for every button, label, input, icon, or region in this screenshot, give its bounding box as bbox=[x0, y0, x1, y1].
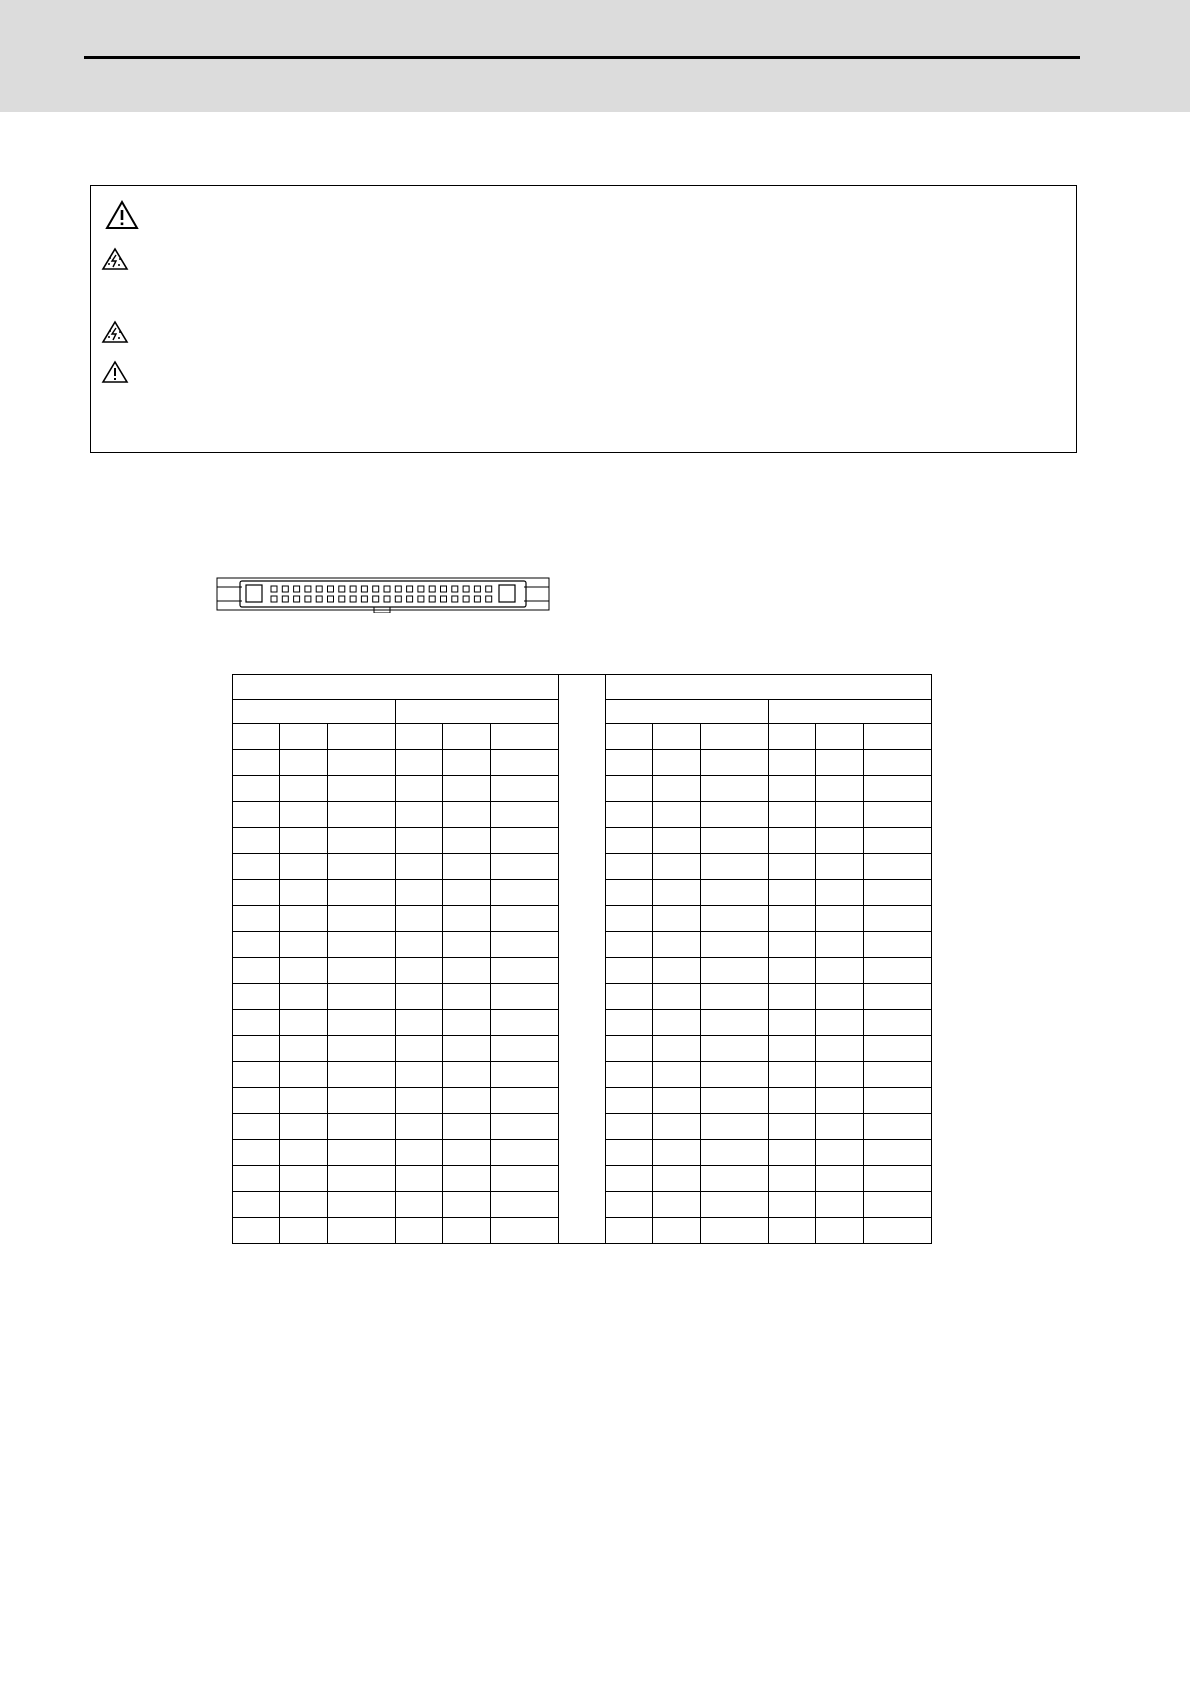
connector-pin bbox=[441, 596, 447, 602]
table-cell bbox=[443, 984, 491, 1010]
table-cell bbox=[864, 802, 932, 828]
table-cell bbox=[653, 1192, 701, 1218]
table-cell bbox=[396, 1062, 443, 1088]
table-cell bbox=[864, 1088, 932, 1114]
table-cell bbox=[653, 984, 701, 1010]
table-cell bbox=[816, 1062, 864, 1088]
table-cell bbox=[328, 1140, 396, 1166]
table-cell bbox=[443, 958, 491, 984]
table-cell bbox=[701, 932, 769, 958]
table-cell bbox=[328, 828, 396, 854]
table-cell bbox=[443, 1088, 491, 1114]
column-header bbox=[396, 724, 443, 750]
table-cell bbox=[653, 1140, 701, 1166]
table-cell bbox=[396, 984, 443, 1010]
column-header bbox=[701, 724, 769, 750]
left-group-b bbox=[396, 700, 559, 724]
table-cell bbox=[233, 932, 280, 958]
table-cell bbox=[396, 776, 443, 802]
table-cell bbox=[769, 854, 816, 880]
table-cell bbox=[701, 1114, 769, 1140]
table-cell bbox=[653, 906, 701, 932]
table-cell bbox=[491, 828, 559, 854]
table-cell bbox=[443, 932, 491, 958]
connector-pin bbox=[463, 586, 469, 592]
table-cell bbox=[769, 776, 816, 802]
table-cell bbox=[491, 802, 559, 828]
connector-pin bbox=[486, 586, 492, 592]
table-cell bbox=[653, 1114, 701, 1140]
table-cell bbox=[396, 1192, 443, 1218]
table-cell bbox=[233, 776, 280, 802]
connector-pin bbox=[271, 596, 277, 602]
table-cell bbox=[328, 932, 396, 958]
table-cell bbox=[769, 828, 816, 854]
table-cell bbox=[280, 1088, 328, 1114]
table-cell bbox=[816, 1036, 864, 1062]
table-cell bbox=[491, 880, 559, 906]
table-cell bbox=[606, 1036, 653, 1062]
table-cell bbox=[816, 802, 864, 828]
connector-pin bbox=[384, 586, 390, 592]
right-table-title bbox=[606, 675, 932, 700]
table-cell bbox=[816, 1140, 864, 1166]
connector-pin bbox=[316, 586, 322, 592]
table-cell bbox=[816, 1218, 864, 1244]
table-cell bbox=[606, 854, 653, 880]
table-cell bbox=[864, 1010, 932, 1036]
table-cell bbox=[816, 984, 864, 1010]
table-cell bbox=[328, 802, 396, 828]
connector-pin bbox=[418, 586, 424, 592]
table-cell bbox=[864, 906, 932, 932]
table-cell bbox=[769, 1218, 816, 1244]
table-cell bbox=[769, 1166, 816, 1192]
table-cell bbox=[816, 750, 864, 776]
connector-pin bbox=[282, 596, 288, 602]
table-cell bbox=[769, 880, 816, 906]
table-cell bbox=[606, 984, 653, 1010]
table-cell bbox=[606, 1010, 653, 1036]
table-cell bbox=[653, 854, 701, 880]
table-cell bbox=[443, 750, 491, 776]
table-cell bbox=[491, 1218, 559, 1244]
table-cell bbox=[653, 776, 701, 802]
table-cell bbox=[443, 1140, 491, 1166]
connector-pin bbox=[282, 586, 288, 592]
table-cell bbox=[606, 802, 653, 828]
table-cell bbox=[653, 1088, 701, 1114]
table-cell bbox=[606, 828, 653, 854]
table-cell bbox=[769, 1192, 816, 1218]
caution-triangle-icon bbox=[105, 200, 139, 230]
table-cell bbox=[233, 906, 280, 932]
table-cell bbox=[280, 1218, 328, 1244]
table-cell bbox=[653, 880, 701, 906]
table-cell bbox=[701, 854, 769, 880]
table-cell bbox=[396, 1088, 443, 1114]
table-cell bbox=[396, 802, 443, 828]
table-cell bbox=[328, 1062, 396, 1088]
table-cell bbox=[701, 1010, 769, 1036]
table-cell bbox=[491, 1140, 559, 1166]
table-cell bbox=[233, 854, 280, 880]
table-cell bbox=[606, 1218, 653, 1244]
table-cell bbox=[396, 750, 443, 776]
connector-pin bbox=[361, 586, 367, 592]
table-cell bbox=[491, 1062, 559, 1088]
connector-pin bbox=[328, 596, 334, 602]
table-cell bbox=[816, 776, 864, 802]
table-cell bbox=[769, 906, 816, 932]
column-header bbox=[769, 724, 816, 750]
pin-assignment-table bbox=[232, 674, 932, 1244]
connector-pin bbox=[395, 586, 401, 592]
table-cell bbox=[233, 984, 280, 1010]
table-cell bbox=[816, 906, 864, 932]
table-cell bbox=[816, 932, 864, 958]
table-cell bbox=[443, 1218, 491, 1244]
table-cell bbox=[328, 1114, 396, 1140]
table-cell bbox=[491, 958, 559, 984]
table-cell bbox=[328, 854, 396, 880]
connector-pin bbox=[384, 596, 390, 602]
table-cell bbox=[280, 854, 328, 880]
table-cell bbox=[816, 1088, 864, 1114]
table-cell bbox=[653, 958, 701, 984]
column-header bbox=[280, 724, 328, 750]
table-cell bbox=[328, 958, 396, 984]
table-cell bbox=[328, 1010, 396, 1036]
table-cell bbox=[233, 1010, 280, 1036]
table-cell bbox=[280, 802, 328, 828]
table-cell bbox=[701, 1166, 769, 1192]
table-cell bbox=[280, 750, 328, 776]
table-cell bbox=[233, 1062, 280, 1088]
table-cell bbox=[606, 1140, 653, 1166]
connector-pin bbox=[418, 596, 424, 602]
table-cell bbox=[816, 1166, 864, 1192]
table-cell bbox=[491, 776, 559, 802]
table-cell bbox=[280, 1192, 328, 1218]
table-cell bbox=[769, 1088, 816, 1114]
table-cell bbox=[328, 1036, 396, 1062]
table-cell bbox=[396, 1114, 443, 1140]
table-cell bbox=[233, 802, 280, 828]
table-cell bbox=[328, 1088, 396, 1114]
column-header bbox=[328, 724, 396, 750]
table-cell bbox=[491, 1192, 559, 1218]
table-cell bbox=[816, 828, 864, 854]
table-cell bbox=[280, 828, 328, 854]
table-cell bbox=[606, 1166, 653, 1192]
connector-pin bbox=[294, 596, 300, 602]
column-header bbox=[233, 724, 280, 750]
table-cell bbox=[816, 854, 864, 880]
table-cell bbox=[653, 1062, 701, 1088]
table-cell bbox=[653, 1166, 701, 1192]
connector-pin bbox=[316, 596, 322, 602]
table-cell bbox=[864, 1114, 932, 1140]
table-cell bbox=[491, 984, 559, 1010]
table-cell bbox=[280, 1062, 328, 1088]
table-cell bbox=[864, 958, 932, 984]
connector-pin bbox=[305, 586, 311, 592]
column-header bbox=[491, 724, 559, 750]
table-cell bbox=[396, 1036, 443, 1062]
table-cell bbox=[280, 906, 328, 932]
table-cell bbox=[701, 1140, 769, 1166]
table-cell bbox=[280, 1166, 328, 1192]
table-cell bbox=[280, 880, 328, 906]
table-cell bbox=[769, 958, 816, 984]
table-cell bbox=[653, 1010, 701, 1036]
column-header bbox=[443, 724, 491, 750]
right-group-b bbox=[769, 700, 932, 724]
electric-shock-warning-icon bbox=[101, 320, 129, 344]
table-cell bbox=[491, 932, 559, 958]
table-cell bbox=[864, 854, 932, 880]
table-cell bbox=[443, 1062, 491, 1088]
table-cell bbox=[864, 1036, 932, 1062]
table-cell bbox=[769, 1062, 816, 1088]
table-cell bbox=[233, 1114, 280, 1140]
table-cell bbox=[443, 1166, 491, 1192]
table-cell bbox=[491, 750, 559, 776]
connector-pin bbox=[452, 586, 458, 592]
table-cell bbox=[864, 776, 932, 802]
table-cell bbox=[443, 880, 491, 906]
table-cell bbox=[280, 958, 328, 984]
table-cell bbox=[280, 932, 328, 958]
table-cell bbox=[491, 1114, 559, 1140]
connector-pin bbox=[474, 586, 480, 592]
table-cell bbox=[328, 1166, 396, 1192]
table-cell bbox=[701, 906, 769, 932]
table-cell bbox=[328, 1218, 396, 1244]
table-cell bbox=[491, 1010, 559, 1036]
table-cell bbox=[443, 854, 491, 880]
table-cell bbox=[701, 1036, 769, 1062]
table-cell bbox=[653, 802, 701, 828]
table-cell bbox=[769, 1114, 816, 1140]
table-cell bbox=[396, 1010, 443, 1036]
table-cell bbox=[864, 932, 932, 958]
left-group-a bbox=[233, 700, 396, 724]
table-cell bbox=[653, 828, 701, 854]
table-cell bbox=[233, 1166, 280, 1192]
table-cell bbox=[864, 1166, 932, 1192]
table-cell bbox=[396, 958, 443, 984]
table-cell bbox=[280, 776, 328, 802]
table-cell bbox=[396, 932, 443, 958]
table-cell bbox=[328, 1192, 396, 1218]
table-cell bbox=[233, 828, 280, 854]
table-cell bbox=[769, 1140, 816, 1166]
connector-pin bbox=[361, 596, 367, 602]
connector-pin bbox=[339, 586, 345, 592]
connector-pin bbox=[350, 596, 356, 602]
table-cell bbox=[233, 880, 280, 906]
table-cell bbox=[701, 1192, 769, 1218]
table-cell bbox=[653, 1036, 701, 1062]
table-cell bbox=[769, 750, 816, 776]
connector-pin bbox=[395, 596, 401, 602]
table-cell bbox=[701, 880, 769, 906]
table-cell bbox=[396, 1218, 443, 1244]
table-cell bbox=[233, 958, 280, 984]
table-cell bbox=[864, 1140, 932, 1166]
table-cell bbox=[233, 1192, 280, 1218]
left-table-title bbox=[233, 675, 559, 700]
connector-pin bbox=[441, 586, 447, 592]
table-cell bbox=[701, 958, 769, 984]
connector-pin bbox=[474, 596, 480, 602]
table-cell bbox=[701, 984, 769, 1010]
table-cell bbox=[769, 1036, 816, 1062]
table-cell bbox=[816, 1192, 864, 1218]
table-cell bbox=[653, 932, 701, 958]
connector-pin bbox=[407, 586, 413, 592]
table-cell bbox=[233, 1140, 280, 1166]
table-cell bbox=[443, 1192, 491, 1218]
table-cell bbox=[443, 1010, 491, 1036]
table-cell bbox=[396, 1166, 443, 1192]
table-cell bbox=[816, 1010, 864, 1036]
connector-pin bbox=[373, 586, 379, 592]
table-cell bbox=[864, 984, 932, 1010]
right-group-a bbox=[606, 700, 769, 724]
column-header bbox=[606, 724, 653, 750]
table-cell bbox=[864, 1218, 932, 1244]
caution-triangle-icon bbox=[101, 360, 129, 384]
table-cell bbox=[864, 750, 932, 776]
connector-pin bbox=[486, 596, 492, 602]
table-cell bbox=[701, 1062, 769, 1088]
table-cell bbox=[701, 750, 769, 776]
table-cell bbox=[443, 776, 491, 802]
table-cell bbox=[606, 880, 653, 906]
table-title-row bbox=[233, 675, 932, 700]
table-cell bbox=[606, 1062, 653, 1088]
table-cell bbox=[233, 1036, 280, 1062]
table-cell bbox=[443, 1036, 491, 1062]
table-cell bbox=[701, 828, 769, 854]
connector-pin bbox=[305, 596, 311, 602]
connector-pin bbox=[350, 586, 356, 592]
connector-pin bbox=[339, 596, 345, 602]
table-cell bbox=[769, 984, 816, 1010]
connector-pin bbox=[328, 586, 334, 592]
connector-pin bbox=[463, 596, 469, 602]
table-cell bbox=[701, 1088, 769, 1114]
table-cell bbox=[280, 1140, 328, 1166]
table-cell bbox=[328, 906, 396, 932]
table-cell bbox=[606, 1114, 653, 1140]
table-cell bbox=[816, 1114, 864, 1140]
table-cell bbox=[328, 880, 396, 906]
table-cell bbox=[606, 932, 653, 958]
table-cell bbox=[443, 802, 491, 828]
table-cell bbox=[280, 1114, 328, 1140]
table-cell bbox=[396, 906, 443, 932]
table-cell bbox=[491, 1166, 559, 1192]
table-cell bbox=[864, 828, 932, 854]
table-cell bbox=[328, 984, 396, 1010]
table-cell bbox=[769, 932, 816, 958]
table-cell bbox=[491, 1088, 559, 1114]
table-cell bbox=[491, 906, 559, 932]
table-cell bbox=[233, 1088, 280, 1114]
table-cell bbox=[769, 1010, 816, 1036]
table-cell bbox=[769, 802, 816, 828]
table-cell bbox=[606, 906, 653, 932]
table-cell bbox=[328, 776, 396, 802]
table-cell bbox=[280, 1036, 328, 1062]
table-cell bbox=[653, 750, 701, 776]
table-cell bbox=[443, 906, 491, 932]
caution-box bbox=[90, 185, 1077, 453]
column-header bbox=[864, 724, 932, 750]
table-cell bbox=[701, 1218, 769, 1244]
table-cell bbox=[864, 1192, 932, 1218]
column-header bbox=[816, 724, 864, 750]
table-cell bbox=[816, 958, 864, 984]
table-cell bbox=[328, 750, 396, 776]
table-cell bbox=[653, 1218, 701, 1244]
table-cell bbox=[816, 880, 864, 906]
table-cell bbox=[701, 776, 769, 802]
table-cell bbox=[491, 1036, 559, 1062]
table-cell bbox=[443, 1114, 491, 1140]
electric-shock-warning-icon bbox=[101, 247, 129, 271]
header-rule bbox=[84, 56, 1080, 59]
table-cell bbox=[606, 750, 653, 776]
table-cell bbox=[280, 984, 328, 1010]
table-cell bbox=[396, 1140, 443, 1166]
table-cell bbox=[606, 1192, 653, 1218]
connector-pin bbox=[407, 596, 413, 602]
table-cell bbox=[606, 958, 653, 984]
table-cell bbox=[396, 854, 443, 880]
table-cell bbox=[701, 802, 769, 828]
table-cell bbox=[233, 1218, 280, 1244]
table-cell bbox=[280, 1010, 328, 1036]
connector-diagram bbox=[216, 575, 550, 613]
connector-pin bbox=[271, 586, 277, 592]
table-cell bbox=[606, 1088, 653, 1114]
connector-pin bbox=[452, 596, 458, 602]
table-cell bbox=[443, 828, 491, 854]
connector-pin bbox=[429, 596, 435, 602]
table-cell bbox=[864, 1062, 932, 1088]
table-divider bbox=[559, 675, 606, 1244]
connector-pin bbox=[294, 586, 300, 592]
table-cell bbox=[396, 880, 443, 906]
table-cell bbox=[233, 750, 280, 776]
table-cell bbox=[396, 828, 443, 854]
table-cell bbox=[864, 880, 932, 906]
connector-pin bbox=[429, 586, 435, 592]
connector-pin bbox=[373, 596, 379, 602]
table-cell bbox=[491, 854, 559, 880]
table-cell bbox=[606, 776, 653, 802]
column-header bbox=[653, 724, 701, 750]
